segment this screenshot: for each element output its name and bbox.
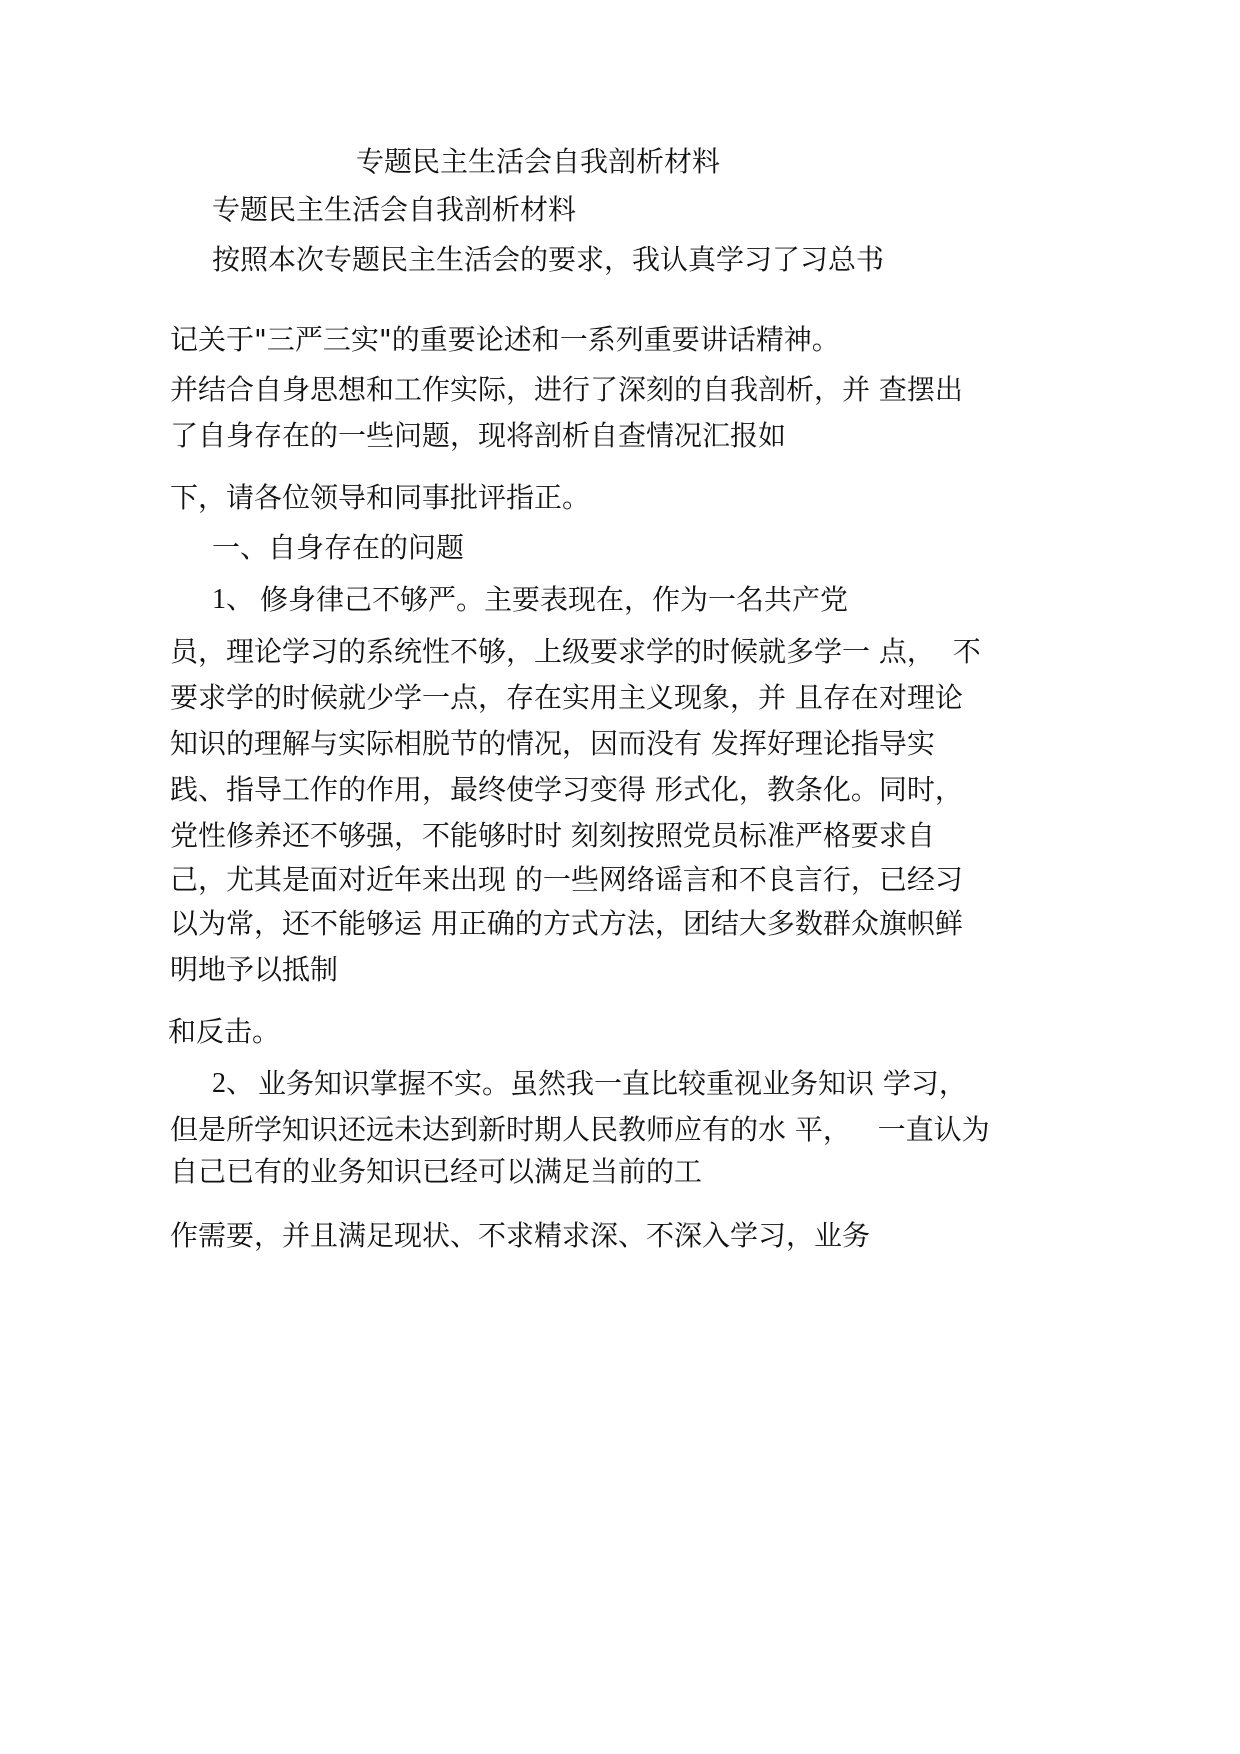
- paragraph-line: 作需要，并且满足现状、不求精求深、不深入学习，业务: [170, 1219, 871, 1252]
- paragraph-line: 但是所学知识还远未达到新时期人民教师应有的水 平， 一直认为: [170, 1113, 990, 1146]
- paragraph-line: 党性修养还不够强，不能够时时 刻刻按照党员标准严格要求自: [170, 819, 935, 852]
- paragraph-line: 按照本次专题民主生活会的要求，我认真学习了习总书: [212, 243, 885, 276]
- paragraph-line: 记关于"三严三实"的重要论述和一系列重要讲话精神。: [170, 323, 840, 356]
- paragraph-line: 要求学的时候就少学一点，存在实用主义现象，并 且存在对理论: [170, 681, 963, 714]
- item-number: 1、: [212, 584, 255, 615]
- section-heading: 一、自身存在的问题: [212, 531, 465, 564]
- paragraph-line: 并结合自身思想和工作实际，进行了深刻的自我剖析，并 查摆出: [170, 373, 963, 406]
- paragraph-line: 自己已有的业务知识已经可以满足当前的工: [170, 1155, 703, 1188]
- document-title: 专题民主生活会自我剖析材料: [356, 145, 721, 178]
- paragraph-line: 己，尤其是面对近年来出现 的一些网络谣言和不良言行，已经习: [170, 863, 963, 896]
- paragraph-line: 以为常，还不能够运 用正确的方式方法，团结大多数群众旗帜鲜: [170, 907, 963, 940]
- paragraph-line: 专题民主生活会自我剖析材料: [212, 193, 577, 226]
- paragraph-line: 和反击。: [168, 1015, 281, 1048]
- paragraph-line: 知识的理解与实际相脱节的情况，因而没有 发挥好理论指导实: [170, 727, 935, 760]
- paragraph-line: 业务知识掌握不实。虽然我一直比较重视业务知识 学习，: [258, 1067, 967, 1100]
- item-number: 2、: [212, 1068, 255, 1099]
- paragraph-line: 践、指导工作的作用，最终使学习变得 形式化，教条化。同时，: [170, 773, 963, 806]
- paragraph-line: 员，理论学习的系统性不够，上级要求学的时候就多学一 点， 不: [170, 635, 981, 668]
- paragraph-line: 修身律己不够严。主要表现在，作为一名共产党: [260, 583, 849, 616]
- paragraph-line: 下，请各位领导和同事批评指正。: [170, 481, 591, 514]
- paragraph-line: 明地予以抵制: [170, 953, 339, 986]
- paragraph-line: 了自身存在的一些问题，现将剖析自查情况汇报如: [170, 419, 787, 452]
